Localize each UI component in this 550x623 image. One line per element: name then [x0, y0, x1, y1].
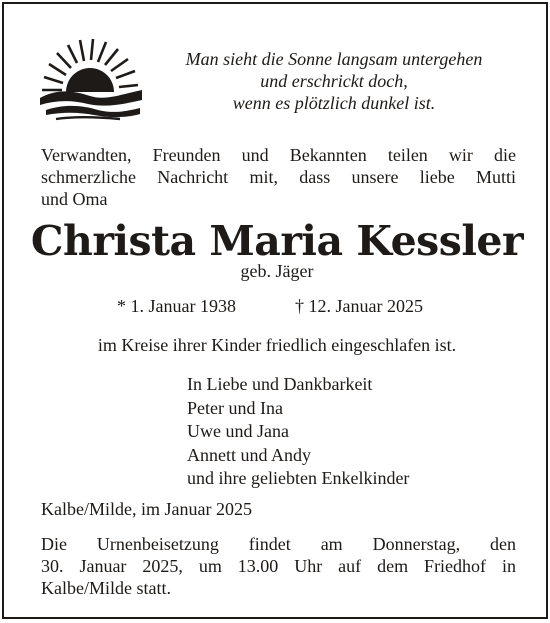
deceased-name: Christa Maria Kessler — [30, 217, 524, 265]
intro-text — [41, 144, 516, 210]
obituary-card — [2, 2, 548, 619]
mourner-line: Peter und Ina — [187, 397, 283, 418]
death-date: † 12. Januar 2025 — [295, 296, 423, 316]
intro-line: schmerzliche Nachricht mit, dass unsere liebe Mutti — [41, 167, 516, 187]
mourner-line: Annett und Andy — [187, 444, 311, 465]
quote-line: wenn es plötzlich dunkel ist. — [232, 93, 436, 113]
quote — [154, 48, 514, 114]
passed-away-text: im Kreise ihrer Kinder friedlich eingeschlafen ist. — [97, 335, 457, 355]
intro-line: und Oma — [41, 189, 108, 209]
funeral-line: Kalbe/Milde statt. — [41, 578, 171, 598]
intro-line: Verwandten, Freunden und Bekannten teilen wir die — [41, 145, 516, 165]
funeral-line: Die Urnenbeisetzung findet am Donnerstag, den — [41, 534, 516, 554]
quote-line: Man sieht die Sonne langsam untergehen — [185, 49, 483, 69]
place-date: Kalbe/Milde, im Januar 2025 — [41, 499, 252, 519]
funeral-notice — [41, 533, 516, 599]
mourner-line: In Liebe und Dankbarkeit — [187, 374, 373, 394]
funeral-line: 30. Januar 2025, um 13.00 Uhr auf dem Friedhof in — [41, 556, 516, 576]
quote-line: und erschrickt doch, — [260, 71, 408, 91]
birth-date: * 1. Januar 1938 — [117, 296, 236, 316]
mourners-list — [187, 373, 409, 491]
mourner-line: und ihre geliebten Enkelkinder — [187, 468, 410, 488]
born-name: geb. Jäger — [240, 261, 314, 281]
mourner-line: Uwe und Jana — [187, 421, 289, 441]
sunset-icon — [36, 32, 148, 122]
